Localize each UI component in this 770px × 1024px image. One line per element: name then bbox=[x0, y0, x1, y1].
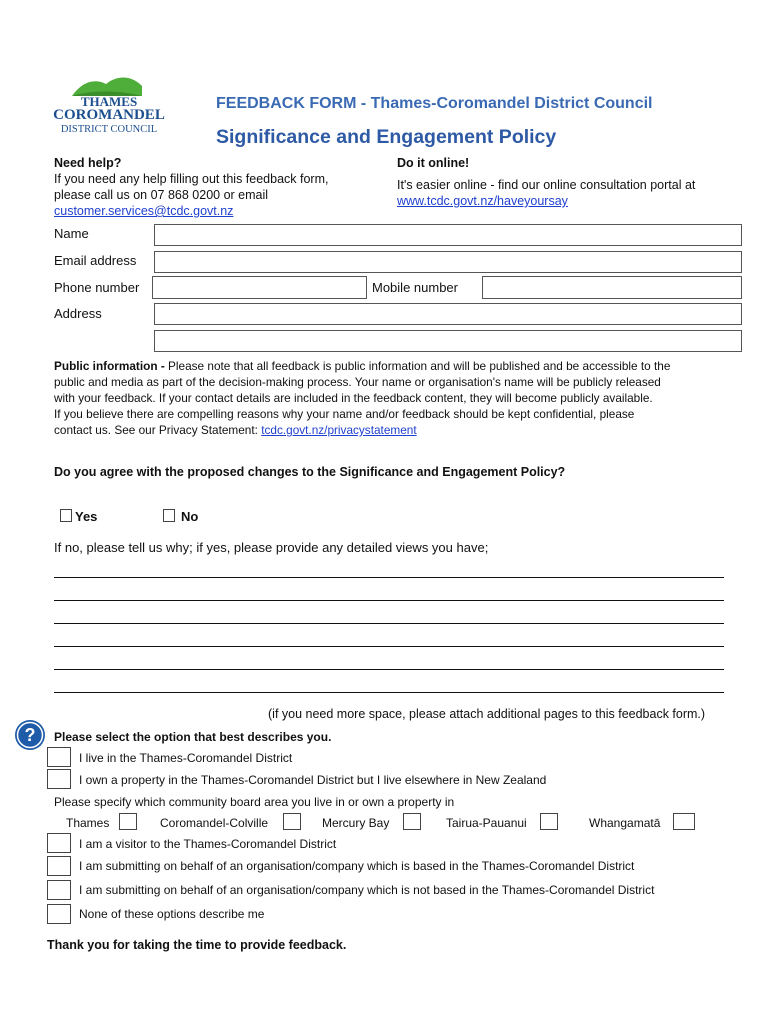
need-help-line-2: please call us on 07 868 0200 or email bbox=[54, 188, 269, 202]
area-thames-label: Thames bbox=[66, 816, 110, 830]
privacy-statement-link[interactable]: tcdc.govt.nz/privacystatement bbox=[261, 423, 417, 437]
option-org-based-label: I am submitting on behalf of an organisation/company which is based in the Thames-Coromandel District bbox=[79, 859, 635, 873]
address-label: Address bbox=[54, 306, 102, 321]
phone-label: Phone number bbox=[54, 280, 140, 295]
form-title: FEEDBACK FORM - Thames-Coromandel District Council bbox=[216, 95, 653, 112]
area-coromandel-colville-checkbox[interactable] bbox=[283, 813, 301, 830]
thank-you-message: Thank you for taking the time to provide feedback. bbox=[47, 938, 347, 952]
name-label: Name bbox=[54, 226, 89, 241]
option-org-based-checkbox[interactable] bbox=[47, 856, 71, 876]
more-space-note: (if you need more space, please attach additional pages to this feedback form.) bbox=[268, 707, 706, 721]
phone-field[interactable] bbox=[152, 276, 367, 299]
no-label: No bbox=[181, 509, 199, 524]
option-own-property-checkbox[interactable] bbox=[47, 769, 71, 789]
svg-text:?: ? bbox=[24, 725, 36, 745]
no-checkbox[interactable] bbox=[163, 509, 175, 522]
address-field-line-2[interactable] bbox=[154, 330, 742, 352]
option-live-label: I live in the Thames-Coromandel District bbox=[79, 751, 293, 765]
have-your-say-link[interactable]: www.tcdc.govt.nz/haveyoursay bbox=[397, 194, 568, 208]
email-field[interactable] bbox=[154, 251, 742, 273]
name-field[interactable] bbox=[154, 224, 742, 246]
yes-label: Yes bbox=[75, 509, 98, 524]
option-none-label: None of these options describe me bbox=[79, 907, 265, 921]
question-circle-icon bbox=[14, 719, 46, 751]
help-email-link[interactable]: customer.services@tcdc.govt.nz bbox=[54, 204, 234, 218]
logo-line-2: COROMANDEL bbox=[53, 107, 165, 123]
views-prompt: If no, please tell us why; if yes, please provide any detailed views you have; bbox=[54, 540, 489, 555]
email-label: Email address bbox=[54, 253, 137, 268]
area-coromandel-colville-label: Coromandel-Colville bbox=[160, 816, 269, 830]
need-help-line-1: If you need any help filling out this feedback form, bbox=[54, 172, 329, 186]
logo-line-1: THAMES bbox=[80, 94, 138, 109]
option-live-checkbox[interactable] bbox=[47, 747, 71, 767]
yes-checkbox[interactable] bbox=[60, 509, 72, 522]
answer-line-4[interactable] bbox=[54, 646, 724, 647]
area-whangamata-checkbox[interactable] bbox=[673, 813, 695, 830]
public-info-text-1: Please note that all feedback is public information and will be published and be accessible to the bbox=[168, 359, 671, 373]
public-info-text-5: contact us. See our Privacy Statement: bbox=[54, 423, 258, 437]
policy-question: Do you agree with the proposed changes to the Significance and Engagement Policy? bbox=[54, 465, 566, 479]
option-visitor-label: I am a visitor to the Thames-Coromandel District bbox=[79, 837, 337, 851]
answer-line-5[interactable] bbox=[54, 669, 724, 670]
answer-line-1[interactable] bbox=[54, 577, 724, 578]
policy-title: Significance and Engagement Policy bbox=[216, 126, 557, 148]
area-thames-checkbox[interactable] bbox=[119, 813, 137, 830]
area-mercury-bay-label: Mercury Bay bbox=[322, 816, 390, 830]
answer-line-6[interactable] bbox=[54, 692, 724, 693]
public-info-line-3: with your feedback. If your contact details are included in the feedback content, they will become publicly available. bbox=[54, 391, 653, 405]
public-info-line-4: If you believe there are compelling reasons why your name and/or feedback should be kept confidential, please bbox=[54, 407, 635, 421]
public-info-line-5 bbox=[54, 422, 417, 438]
option-org-not-based-checkbox[interactable] bbox=[47, 880, 71, 900]
public-info-heading: Public information - bbox=[54, 359, 165, 373]
answer-line-2[interactable] bbox=[54, 600, 724, 601]
area-whangamata-label: Whangamatā bbox=[589, 816, 661, 830]
mobile-field[interactable] bbox=[482, 276, 742, 299]
mobile-label: Mobile number bbox=[372, 280, 458, 295]
option-none-checkbox[interactable] bbox=[47, 904, 71, 924]
council-logo bbox=[50, 72, 168, 136]
do-it-online-text: It's easier online - find our online consultation portal at bbox=[397, 178, 696, 192]
option-org-not-based-label: I am submitting on behalf of an organisation/company which is not based in the Thames-Coromandel District bbox=[79, 883, 655, 897]
logo-line-3: DISTRICT COUNCIL bbox=[60, 124, 158, 135]
public-info-line-2: public and media as part of the decision-making process. Your name or organisation's name will be publicly released bbox=[54, 375, 661, 389]
address-field-line-1[interactable] bbox=[154, 303, 742, 325]
do-it-online-heading: Do it online! bbox=[397, 156, 470, 170]
area-tairua-pauanui-label: Tairua-Pauanui bbox=[446, 816, 527, 830]
community-board-prompt: Please specify which community board area you live in or own a property in bbox=[54, 795, 455, 809]
public-info-line-1 bbox=[54, 358, 670, 374]
answer-line-3[interactable] bbox=[54, 623, 724, 624]
need-help-heading: Need help? bbox=[54, 156, 122, 170]
option-visitor-checkbox[interactable] bbox=[47, 833, 71, 853]
describe-heading: Please select the option that best describes you. bbox=[54, 730, 332, 744]
area-mercury-bay-checkbox[interactable] bbox=[403, 813, 421, 830]
area-tairua-pauanui-checkbox[interactable] bbox=[540, 813, 558, 830]
option-own-property-label: I own a property in the Thames-Coromandel District but I live elsewhere in New Zealand bbox=[79, 773, 547, 787]
